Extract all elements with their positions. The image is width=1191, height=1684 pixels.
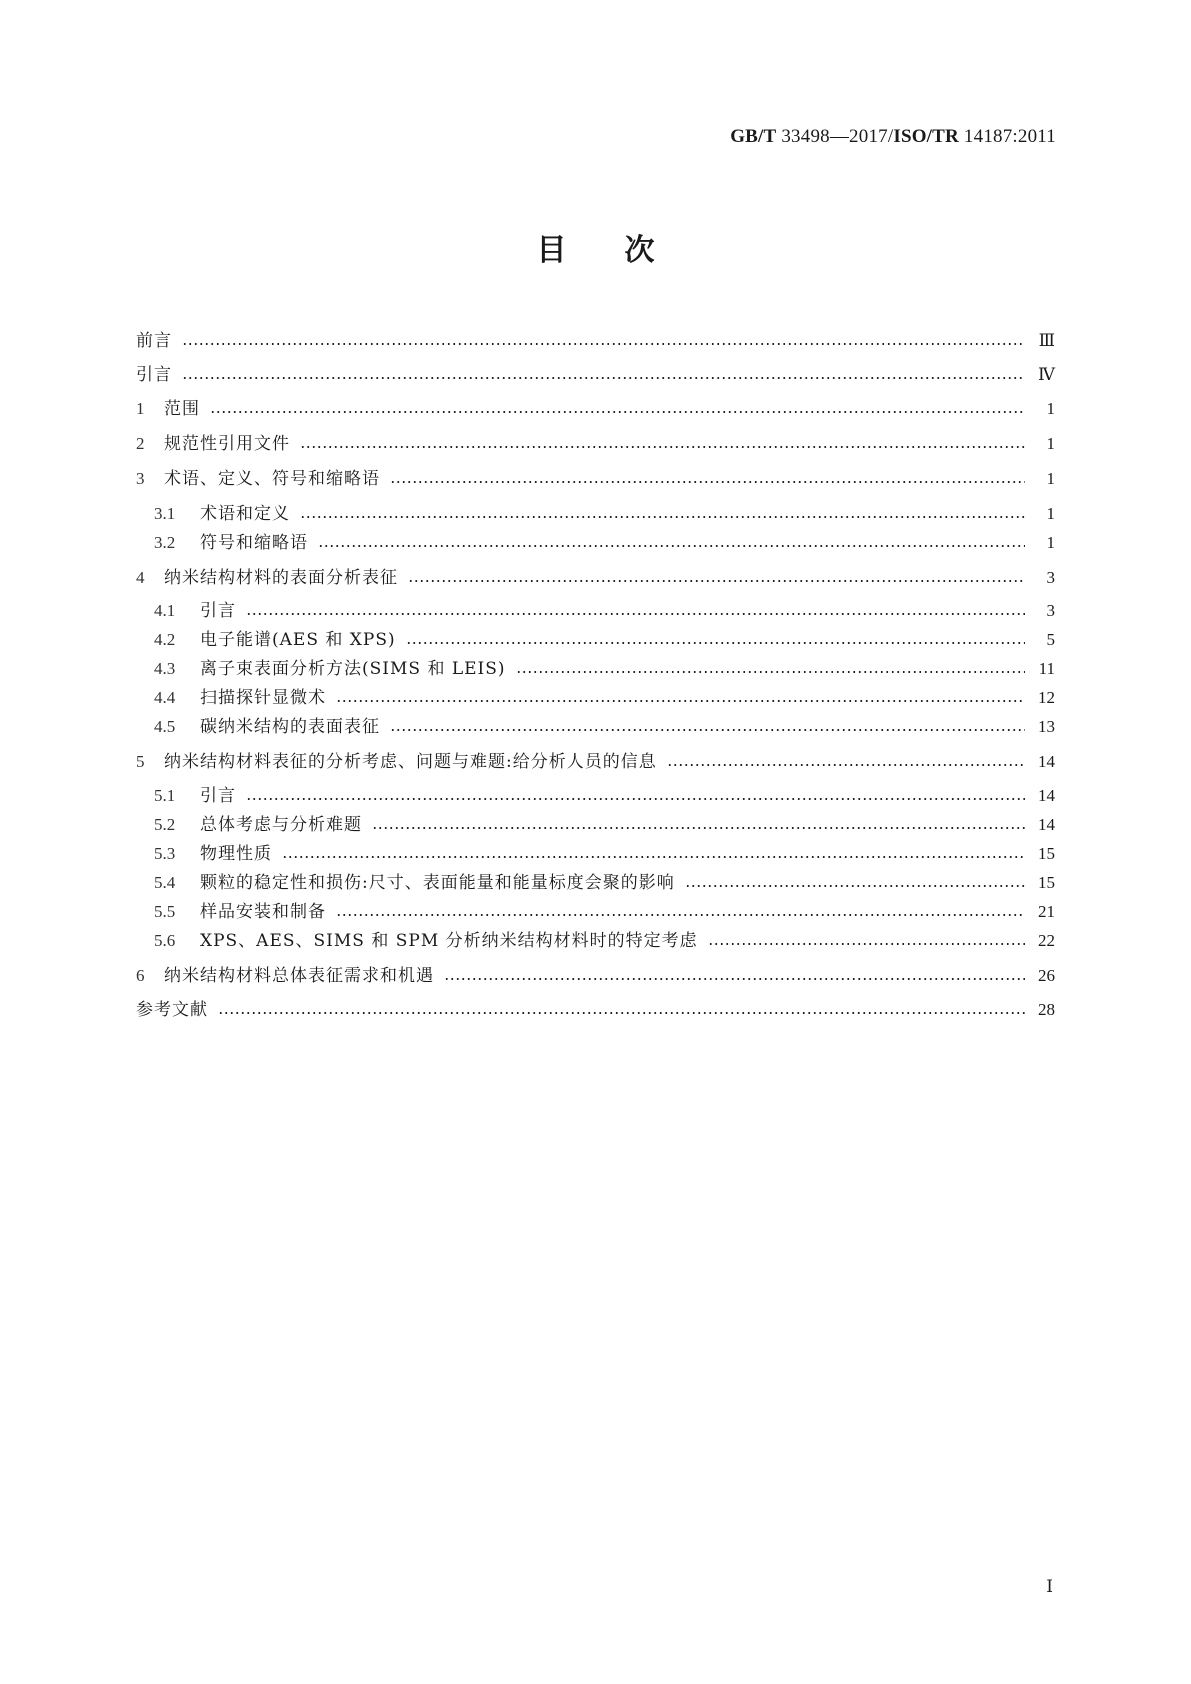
toc-entry-page: 1	[1046, 469, 1055, 488]
toc-entry-3[interactable]	[136, 466, 1055, 492]
toc-entry-label: 规范性引用文件	[164, 434, 290, 454]
toc-entry-5-3[interactable]	[154, 841, 1055, 867]
toc-entry-label: 样品安装和制备	[200, 902, 326, 922]
toc-leader-dots	[390, 481, 1025, 483]
toc-entry-label: 电子能谱(AES 和 XPS)	[200, 630, 396, 650]
toc-leader-dots	[336, 700, 1025, 702]
toc-entry-page: 1	[1046, 504, 1055, 523]
toc-entry-page: 15	[1038, 873, 1055, 892]
toc-entry-5-2[interactable]	[154, 812, 1055, 838]
toc-leader-dots	[390, 729, 1025, 731]
toc-entry-number: 4.2	[154, 630, 176, 649]
toc-entry-3-2[interactable]	[154, 530, 1055, 556]
toc-entry-bibliography[interactable]	[136, 997, 1055, 1023]
toc-leader-dots	[218, 1012, 1025, 1014]
toc-entry-page: 1	[1046, 434, 1055, 453]
toc-entry-4-3[interactable]	[154, 656, 1055, 682]
toc-entry-label: 参考文献	[136, 1000, 208, 1020]
toc-entry-2[interactable]	[136, 431, 1055, 457]
toc-entry-page: 13	[1038, 717, 1055, 736]
toc-entry-3-1[interactable]	[154, 501, 1055, 527]
toc-leader-dots	[336, 914, 1025, 916]
toc-entry-number: 4.1	[154, 601, 176, 620]
toc-entry-number: 4.4	[154, 688, 176, 707]
toc-entry-number: 5.5	[154, 902, 176, 921]
toc-entry-number: 4.3	[154, 659, 176, 678]
toc-leader-dots	[708, 943, 1025, 945]
toc-entry-4-2[interactable]	[154, 627, 1055, 653]
toc-entry-label: 引言	[136, 365, 172, 385]
toc-leader-dots	[282, 856, 1025, 858]
toc-entry-4-4[interactable]	[154, 685, 1055, 711]
toc-entry-page: Ⅳ	[1038, 365, 1055, 384]
toc-entry-5[interactable]	[136, 749, 1055, 775]
toc-entry-label: 纳米结构材料总体表征需求和机遇	[164, 966, 434, 986]
toc-entry-label: XPS、AES、SIMS 和 SPM 分析纳米结构材料时的特定考虑	[200, 931, 698, 951]
standard-code-iso-number: 14187:2011	[958, 126, 1056, 147]
standard-code-isotr: ISO/TR	[893, 126, 959, 147]
standard-code-number: 33498—2017/	[776, 126, 894, 147]
toc-entry-page: 3	[1046, 601, 1055, 620]
toc-entry-page: 15	[1038, 844, 1055, 863]
toc-entry-5-1[interactable]	[154, 783, 1055, 809]
toc-entry-4-5[interactable]	[154, 714, 1055, 740]
toc-entry-page: 1	[1046, 399, 1055, 418]
toc-leader-dots	[667, 764, 1025, 766]
toc-entry-number: 5	[136, 752, 145, 771]
toc-entry-label: 碳纳米结构的表面表征	[200, 717, 380, 737]
toc-entry-number: 4	[136, 568, 145, 587]
toc-entry-page: 5	[1046, 630, 1055, 649]
toc-entry-number: 5.2	[154, 815, 176, 834]
toc-entry-page: 14	[1038, 752, 1055, 771]
toc-entry-5-4[interactable]	[154, 870, 1055, 896]
toc-entry-label: 范围	[164, 399, 200, 419]
toc-leader-dots	[516, 671, 1025, 673]
toc-entry-label: 颗粒的稳定性和损伤:尺寸、表面能量和能量标度会聚的影响	[200, 873, 675, 893]
toc-entry-number: 3.1	[154, 504, 176, 523]
toc-leader-dots	[246, 798, 1025, 800]
toc-leader-dots	[318, 545, 1025, 547]
toc-entry-label: 术语、定义、符号和缩略语	[164, 469, 380, 489]
page-number: Ⅰ	[1046, 1577, 1053, 1596]
toc-leader-dots	[406, 642, 1025, 644]
toc-entry-4[interactable]	[136, 565, 1055, 591]
toc-entry-5-5[interactable]	[154, 899, 1055, 925]
toc-entry-page: 12	[1038, 688, 1055, 707]
toc-entry-page: 28	[1038, 1000, 1055, 1019]
toc-entry-page: 22	[1038, 931, 1055, 950]
toc-entry-label: 扫描探针显微术	[200, 688, 326, 708]
toc-entry-number: 5.3	[154, 844, 176, 863]
toc-leader-dots	[300, 446, 1025, 448]
toc-leader-dots	[210, 411, 1025, 413]
toc-entry-number: 5.1	[154, 786, 176, 805]
toc-entry-page: 26	[1038, 966, 1055, 985]
page-title: 目次	[536, 233, 713, 268]
toc-entry-label: 纳米结构材料的表面分析表征	[164, 568, 398, 588]
toc-entry-number: 4.5	[154, 717, 176, 736]
toc-entry-foreword[interactable]	[136, 328, 1055, 354]
toc-entry-number: 3	[136, 469, 145, 488]
toc-leader-dots	[444, 978, 1025, 980]
toc-entry-label: 引言	[200, 601, 236, 621]
toc-entry-1[interactable]	[136, 396, 1055, 422]
toc-entry-number: 5.6	[154, 931, 176, 950]
toc-entry-number: 5.4	[154, 873, 176, 892]
toc-leader-dots	[300, 516, 1025, 518]
toc-entry-label: 总体考虑与分析难题	[200, 815, 362, 835]
toc-leader-dots	[685, 885, 1025, 887]
toc-entry-4-1[interactable]	[154, 598, 1055, 624]
standard-code	[730, 126, 1056, 148]
standard-code-gbt: GB/T	[730, 126, 777, 147]
toc-entry-page: 21	[1038, 902, 1055, 921]
toc-entry-label: 纳米结构材料表征的分析考虑、问题与难题:给分析人员的信息	[164, 752, 657, 772]
toc-entry-page: 3	[1046, 568, 1055, 587]
toc-entry-label: 离子束表面分析方法(SIMS 和 LEIS)	[200, 659, 506, 679]
toc-leader-dots	[246, 613, 1025, 615]
toc-entry-number: 3.2	[154, 533, 176, 552]
toc-entry-page: Ⅲ	[1038, 331, 1055, 350]
toc-entry-label: 前言	[136, 331, 172, 351]
toc-entry-page: 14	[1038, 786, 1055, 805]
toc-entry-page: 1	[1046, 533, 1055, 552]
toc-entry-page: 11	[1038, 659, 1055, 678]
toc-leader-dots	[408, 580, 1025, 582]
toc-entry-number: 2	[136, 434, 145, 453]
toc-entry-label: 术语和定义	[200, 504, 290, 524]
toc-entry-label: 物理性质	[200, 844, 272, 864]
toc-entry-label: 符号和缩略语	[200, 533, 308, 553]
toc-entry-label: 引言	[200, 786, 236, 806]
toc-entry-6[interactable]	[136, 963, 1055, 989]
toc-leader-dots	[372, 827, 1025, 829]
toc-leader-dots	[182, 343, 1025, 345]
toc-entry-number: 1	[136, 399, 145, 418]
toc-leader-dots	[182, 377, 1025, 379]
toc-entry-5-6[interactable]	[154, 928, 1055, 954]
toc-entry-page: 14	[1038, 815, 1055, 834]
toc-entry-introduction[interactable]	[136, 362, 1055, 388]
toc-entry-number: 6	[136, 966, 145, 985]
